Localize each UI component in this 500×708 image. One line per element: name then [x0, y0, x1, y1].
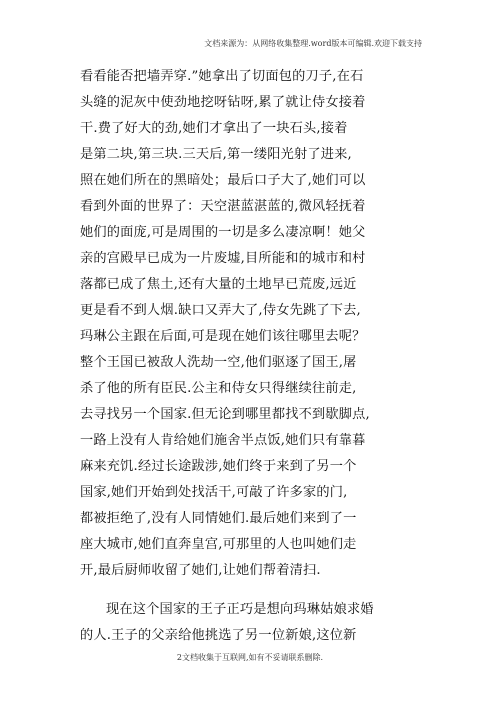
text-line: 整个王国已被敌人洗劫一空,他们驱逐了国王,屠 [80, 355, 357, 370]
text-line: 开,最后厨师收留了她们,让她们帮着清扫. [80, 563, 321, 578]
document-body [80, 64, 410, 649]
text-line: 更是看不到人烟.缺口又弄大了,侍女先跳了下去, [80, 303, 361, 318]
text-line: 麻来充饥.经过长途跋涉,她们终于来到了另一个 [80, 459, 357, 474]
text-line: 去寻找另一个国家.但无论到哪里都找不到歇脚点, [80, 407, 370, 422]
text-line: 一路上没有人肯给她们施舍半点饭,她们只有靠暮 [80, 433, 366, 448]
text-line: 是第二块,第三块.三天后,第一缕阳光射了进来, [80, 147, 352, 162]
text-line: 亲的宫殿早已成为一片废墟,目所能和的城市和村 [80, 251, 366, 266]
text-line: 国家,她们开始到处找活干,可敲了许多家的门, [80, 485, 348, 500]
text-line: 她们的面庞,可是周围的一切是多么凄凉啊！她父 [80, 225, 366, 240]
header-source-note: 文档来源为：从网络收集整理.word版本可编辑.欢迎下载支持 [204, 39, 422, 48]
paragraph-first-line: 现在这个国家的王子正巧是想向玛琳姑娘求婚 [106, 602, 374, 617]
text-line: 杀了他的所有臣民.公主和侍女只得继续往前走, [80, 381, 357, 396]
text-line: 照在她们所在的黑暗处；最后口子大了,她们可以 [80, 173, 366, 188]
text-line: 看到外面的世界了：天空湛蓝湛蓝的,微风轻抚着 [80, 199, 366, 214]
text-line: 座大城市,她们直奔皇宫,可那里的人也叫她们走 [80, 537, 357, 552]
text-line: 看看能否把墙弄穿.”她拿出了切面包的刀子,在石 [80, 69, 364, 84]
text-line: 干.费了好大的劲,她们才拿出了一块石头,接着 [80, 121, 348, 136]
text-line: 玛琳公主跟在后面,可是现在她们该往哪里去呢？ [80, 329, 366, 344]
text-line: 都被拒绝了,没有人同情她们.最后她们来到了一 [80, 511, 357, 526]
text-line: 落都已成了焦土,还有大量的土地早已荒废,远近 [80, 277, 357, 292]
text-line: 头缝的泥灰中使劲地挖呀钻呀,累了就让侍女接着 [80, 95, 366, 110]
text-line: 的人.王子的父亲给他挑选了另一位新娘,这位新 [80, 628, 357, 643]
footer-note: 2文档收集于互联网,如有不妥请联系删除. [176, 653, 324, 662]
